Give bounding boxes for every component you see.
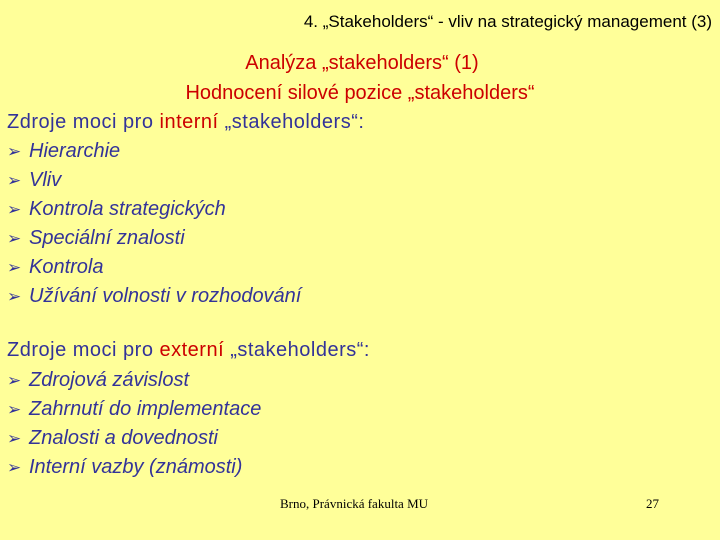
arrow-bullet-icon: ➢ bbox=[7, 171, 22, 190]
list-item bbox=[7, 395, 261, 424]
arrow-bullet-icon: ➢ bbox=[7, 458, 22, 477]
list-item-label: Speciální znalosti bbox=[29, 227, 185, 249]
arrow-bullet-icon: ➢ bbox=[7, 371, 22, 390]
external-heading-suffix: „stakeholders“: bbox=[224, 339, 370, 361]
arrow-bullet-icon: ➢ bbox=[7, 258, 22, 277]
list-item bbox=[7, 282, 301, 311]
arrow-bullet-icon: ➢ bbox=[7, 287, 22, 306]
list-item bbox=[7, 253, 301, 282]
internal-sources-list bbox=[7, 137, 301, 311]
list-item-label: Kontrola bbox=[29, 256, 104, 278]
page-number: 27 bbox=[646, 496, 659, 511]
list-item-label: Vliv bbox=[29, 169, 62, 191]
list-item-label: Znalosti a dovednosti bbox=[29, 427, 219, 449]
list-item bbox=[7, 224, 301, 253]
arrow-bullet-icon: ➢ bbox=[7, 429, 22, 448]
subtitle-analysis: Analýza „stakeholders“ (1) bbox=[245, 52, 479, 74]
list-item bbox=[7, 137, 301, 166]
list-item bbox=[7, 166, 301, 195]
internal-heading-prefix: Zdroje moci pro bbox=[7, 111, 160, 133]
external-heading-prefix: Zdroje moci pro bbox=[7, 339, 160, 361]
list-item-label: Zdrojová závislost bbox=[29, 369, 190, 391]
list-item-label: Zahrnutí do implementace bbox=[29, 398, 262, 420]
arrow-bullet-icon: ➢ bbox=[7, 229, 22, 248]
arrow-bullet-icon: ➢ bbox=[7, 400, 22, 419]
list-item-label: Hierarchie bbox=[29, 140, 121, 162]
footer-institution: Brno, Právnická fakulta MU bbox=[280, 496, 429, 511]
list-item bbox=[7, 424, 261, 453]
external-sources-list bbox=[7, 366, 261, 482]
subtitle-power-position: Hodnocení silové pozice „stakeholders“ bbox=[185, 82, 535, 104]
list-item-label: Interní vazby (známosti) bbox=[29, 456, 243, 478]
internal-sources-heading bbox=[7, 111, 364, 134]
internal-heading-suffix: „stakeholders“: bbox=[218, 111, 365, 133]
list-item-label: Užívání volnosti v rozhodování bbox=[29, 285, 302, 307]
list-item bbox=[7, 195, 301, 224]
external-sources-heading bbox=[7, 339, 370, 362]
internal-heading-highlight: interní bbox=[159, 111, 219, 133]
arrow-bullet-icon: ➢ bbox=[7, 142, 22, 161]
list-item-label: Kontrola strategických bbox=[29, 198, 226, 220]
list-item bbox=[7, 453, 261, 482]
slide-header: 4. „Stakeholders“ - vliv na strategický management (3) bbox=[303, 12, 712, 31]
external-heading-highlight: externí bbox=[159, 339, 225, 361]
arrow-bullet-icon: ➢ bbox=[7, 200, 22, 219]
list-item bbox=[7, 366, 261, 395]
